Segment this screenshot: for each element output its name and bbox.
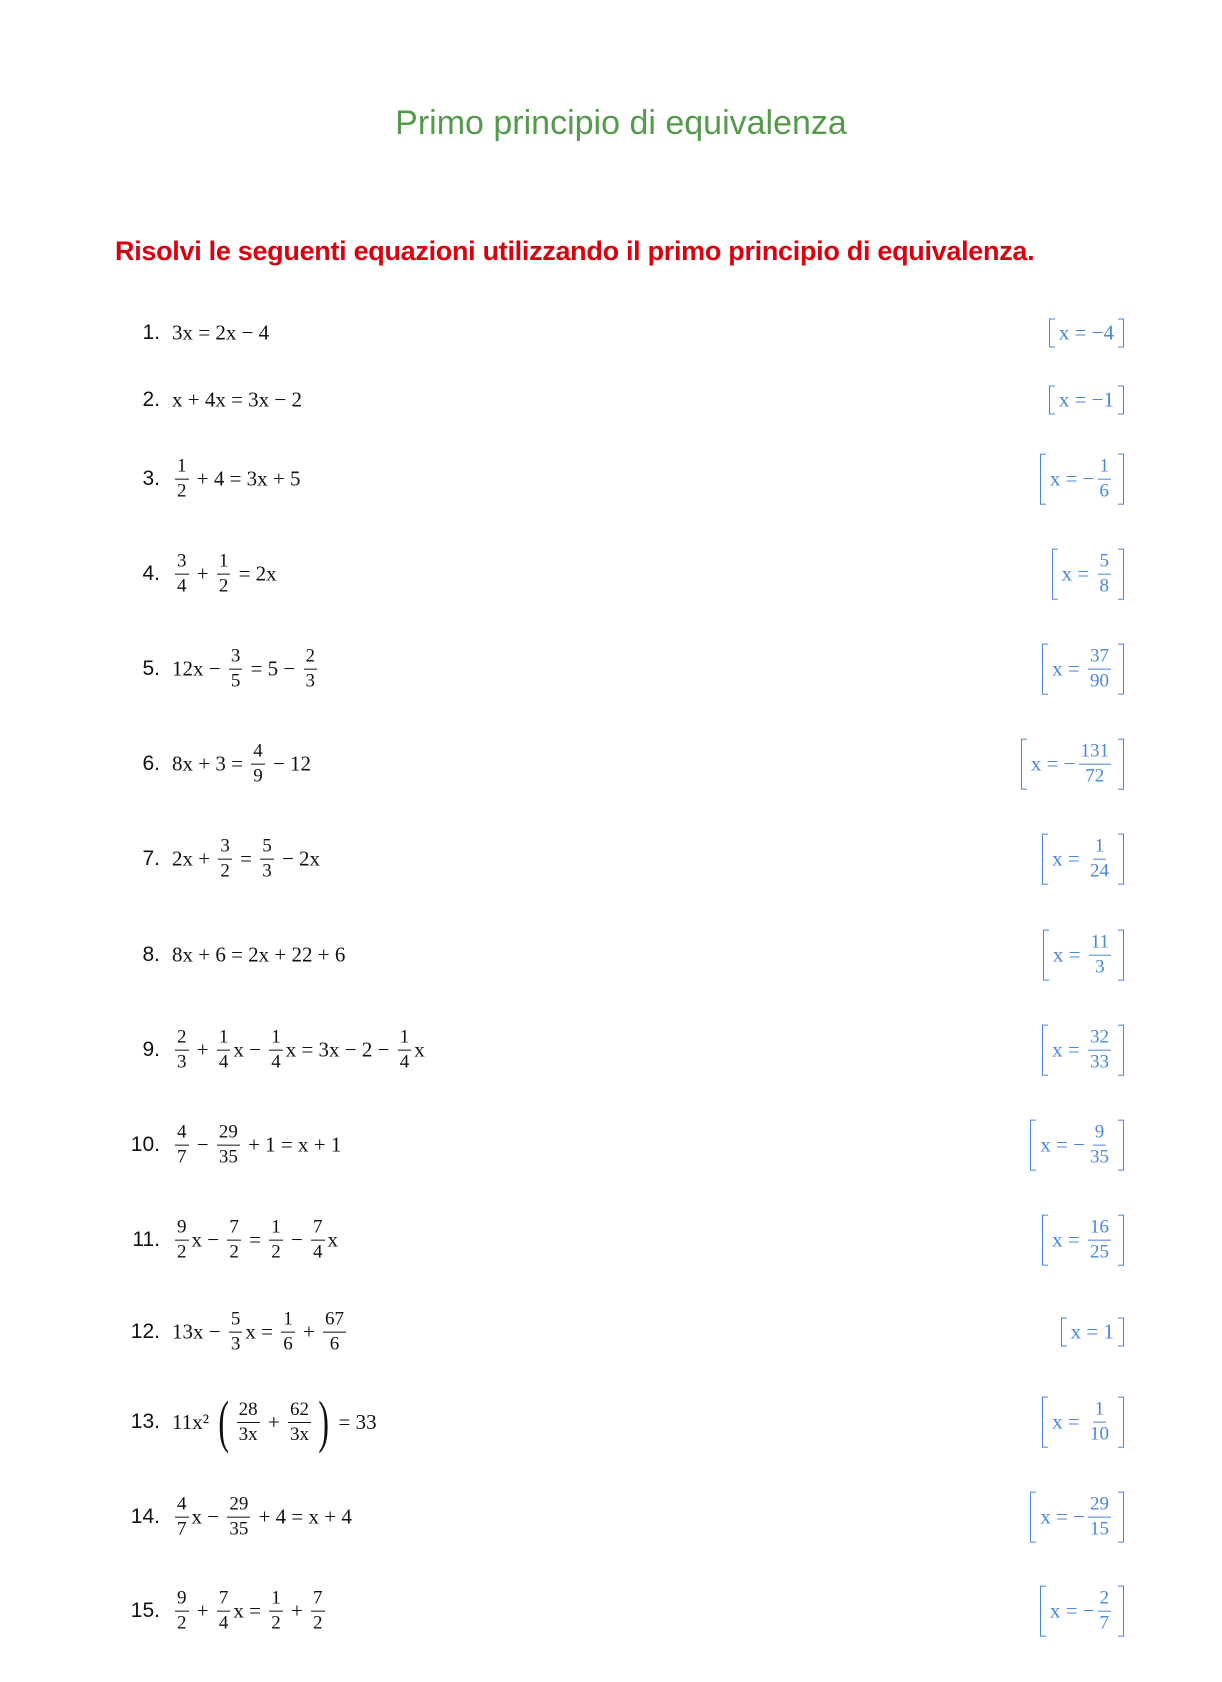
left-bracket xyxy=(1049,319,1055,348)
denominator: 90 xyxy=(1090,670,1109,692)
fraction xyxy=(1088,646,1111,693)
right-paren: ) xyxy=(318,1389,329,1454)
numerator: 37 xyxy=(1088,646,1111,670)
equation xyxy=(172,1217,338,1264)
fraction xyxy=(217,1122,240,1169)
denominator: 2 xyxy=(229,1241,239,1263)
fraction xyxy=(269,1027,283,1074)
numerator: 9 xyxy=(175,1217,189,1241)
fraction xyxy=(269,1217,283,1264)
numerator: 7 xyxy=(217,1588,231,1612)
left-bracket xyxy=(1040,454,1046,505)
left-bracket xyxy=(1052,549,1058,600)
math-text: x = xyxy=(1052,656,1085,681)
math-text: x = xyxy=(233,1598,267,1623)
answer-value xyxy=(1040,1492,1114,1543)
numerator: 4 xyxy=(251,741,265,765)
numerator: 1 xyxy=(1098,456,1112,480)
fraction xyxy=(1098,1588,1112,1635)
math-text: + xyxy=(191,1598,214,1623)
left-bracket xyxy=(1030,1120,1036,1171)
fraction xyxy=(1088,1122,1111,1169)
left-bracket xyxy=(1042,1215,1048,1266)
fraction xyxy=(175,1122,189,1169)
fraction xyxy=(311,1217,325,1264)
denominator: 72 xyxy=(1085,765,1105,787)
denominator: 35 xyxy=(229,1518,249,1540)
math-text: x = xyxy=(1052,1409,1085,1434)
fraction xyxy=(311,1588,325,1635)
answer xyxy=(1030,1120,1124,1171)
math-text: − 12 xyxy=(267,751,312,776)
fraction xyxy=(269,1588,283,1635)
numerator: 1 xyxy=(269,1027,283,1051)
right-bracket xyxy=(1118,1397,1124,1448)
denominator: 4 xyxy=(313,1241,323,1263)
exercise-number: 5. xyxy=(142,657,160,680)
numerator: 1 xyxy=(1093,836,1107,860)
denominator: 33 xyxy=(1090,1051,1109,1073)
denominator: 7 xyxy=(177,1518,187,1540)
numerator: 4 xyxy=(175,1122,189,1146)
numerator: 5 xyxy=(229,1309,243,1333)
fraction xyxy=(260,836,274,883)
fraction xyxy=(217,1027,231,1074)
numerator: 62 xyxy=(288,1399,311,1423)
exercise-number: 13. xyxy=(130,1410,160,1433)
exercise-number: 2. xyxy=(142,388,160,411)
numerator: 32 xyxy=(1088,1027,1111,1051)
fraction xyxy=(175,1217,189,1264)
fraction xyxy=(237,1399,260,1446)
math-text: x = −4 xyxy=(1058,320,1114,345)
equation xyxy=(172,1309,349,1356)
exercise-number: 15. xyxy=(130,1599,160,1622)
fraction xyxy=(323,1309,346,1356)
left-bracket xyxy=(1042,644,1048,695)
math-text: x = − xyxy=(1040,1132,1085,1157)
answer-value xyxy=(1052,1025,1114,1076)
left-bracket xyxy=(1042,1025,1048,1076)
numerator: 1 xyxy=(175,456,189,480)
answer xyxy=(1030,1492,1124,1543)
parenthesized-group xyxy=(214,1389,333,1454)
numerator: 5 xyxy=(260,836,274,860)
denominator: 2 xyxy=(177,480,187,502)
answer-value xyxy=(1062,549,1114,600)
math-text: 11x² xyxy=(172,1409,215,1434)
answer xyxy=(1061,1318,1124,1347)
denominator: 3 xyxy=(305,670,316,692)
fraction xyxy=(175,1494,189,1541)
numerator: 9 xyxy=(175,1588,189,1612)
fraction xyxy=(281,1309,295,1356)
numerator: 3 xyxy=(218,836,232,860)
math-text: 8x + 3 = xyxy=(172,751,249,776)
fraction xyxy=(1079,741,1112,788)
left-bracket xyxy=(1040,1586,1046,1637)
math-text: = 33 xyxy=(333,1409,377,1434)
fraction xyxy=(227,1494,250,1541)
fraction xyxy=(1089,932,1111,979)
left-bracket xyxy=(1042,834,1048,885)
math-text: + xyxy=(262,1409,285,1434)
numerator: 7 xyxy=(311,1588,325,1612)
denominator: 7 xyxy=(1099,1612,1109,1634)
answer-value xyxy=(1050,1586,1114,1637)
right-bracket xyxy=(1118,454,1124,505)
math-text: + xyxy=(191,1037,214,1062)
right-bracket xyxy=(1118,549,1124,600)
math-text: x xyxy=(414,1037,425,1062)
exercise-number: 3. xyxy=(142,467,160,490)
math-text: x = xyxy=(245,1319,279,1344)
exercise-number: 4. xyxy=(142,562,160,585)
numerator: 2 xyxy=(1098,1588,1112,1612)
math-text: + 4 = x + 4 xyxy=(253,1504,352,1529)
denominator: 35 xyxy=(218,1146,238,1168)
math-text: 3x = 2x − 4 xyxy=(172,320,270,345)
numerator: 29 xyxy=(227,1494,250,1518)
fraction xyxy=(1098,456,1112,503)
denominator: 10 xyxy=(1090,1423,1109,1445)
math-text: = 5 − xyxy=(245,656,301,681)
right-bracket xyxy=(1118,834,1124,885)
denominator: 4 xyxy=(271,1051,281,1073)
right-bracket xyxy=(1118,1025,1124,1076)
denominator: 4 xyxy=(177,575,187,597)
math-text: + xyxy=(285,1598,309,1623)
right-bracket xyxy=(1118,386,1124,415)
right-bracket xyxy=(1118,1120,1124,1171)
denominator: 24 xyxy=(1090,860,1109,882)
math-text: + 1 = x + 1 xyxy=(242,1132,342,1157)
math-text: − xyxy=(285,1227,309,1252)
equation xyxy=(172,1588,328,1635)
right-bracket xyxy=(1118,319,1124,348)
denominator: 2 xyxy=(271,1612,281,1634)
math-text: − xyxy=(191,1132,214,1157)
denominator: 3x xyxy=(238,1423,258,1445)
fraction xyxy=(1098,551,1112,598)
denominator: 3x xyxy=(289,1423,309,1445)
answer-value xyxy=(1052,644,1114,695)
answer xyxy=(1021,739,1124,790)
denominator: 6 xyxy=(283,1333,293,1355)
numerator: 1 xyxy=(1093,1399,1107,1423)
numerator: 29 xyxy=(217,1122,240,1146)
fraction xyxy=(251,741,265,788)
answer-value xyxy=(1052,834,1114,885)
fraction xyxy=(229,1309,243,1356)
right-bracket xyxy=(1118,1215,1124,1266)
math-text: − 2x xyxy=(276,846,321,871)
denominator: 2 xyxy=(218,575,229,597)
numerator: 9 xyxy=(1093,1122,1107,1146)
math-text: = 2x xyxy=(233,561,277,586)
denominator: 4 xyxy=(399,1051,410,1073)
fraction xyxy=(1088,1027,1111,1074)
numerator: 7 xyxy=(227,1217,241,1241)
math-text: 2x + xyxy=(172,846,216,871)
answer xyxy=(1042,1397,1124,1448)
numerator: 28 xyxy=(237,1399,260,1423)
denominator: 6 xyxy=(329,1333,340,1355)
exercise-number: 11. xyxy=(132,1228,160,1251)
numerator: 1 xyxy=(281,1309,295,1333)
answer xyxy=(1040,1586,1124,1637)
math-text: x = 3x − 2 − xyxy=(285,1037,395,1062)
exercise-number: 14. xyxy=(130,1505,160,1528)
math-text: x − xyxy=(191,1504,225,1529)
right-bracket xyxy=(1118,930,1124,981)
equation xyxy=(172,741,311,788)
denominator: 35 xyxy=(1090,1146,1109,1168)
answer-value xyxy=(1040,1120,1114,1171)
exercise-number: 8. xyxy=(142,943,160,966)
answer xyxy=(1040,454,1124,505)
equation xyxy=(172,321,269,346)
numerator: 1 xyxy=(269,1217,283,1241)
math-text: x = xyxy=(1052,1227,1085,1252)
math-text: 13x − xyxy=(172,1319,226,1344)
denominator: 3 xyxy=(230,1333,241,1355)
exercise-number: 1. xyxy=(142,321,160,344)
equation xyxy=(172,836,320,883)
denominator: 4 xyxy=(218,1051,229,1073)
fraction xyxy=(175,1027,189,1074)
answer-value xyxy=(1071,1318,1114,1347)
fraction xyxy=(227,1217,241,1264)
right-bracket xyxy=(1118,739,1124,790)
answer-value xyxy=(1053,930,1114,981)
numerator: 11 xyxy=(1089,932,1111,956)
math-text: x = xyxy=(1052,846,1085,871)
denominator: 3 xyxy=(1095,956,1105,978)
equation xyxy=(172,1389,377,1454)
numerator: 29 xyxy=(1088,1494,1111,1518)
math-text: = xyxy=(243,1227,267,1252)
answer-value xyxy=(1052,1215,1114,1266)
answer-value xyxy=(1050,454,1114,505)
math-text: = xyxy=(234,846,258,871)
answer-value xyxy=(1059,319,1114,348)
fraction xyxy=(288,1399,311,1446)
answer xyxy=(1042,644,1124,695)
math-text: x = −1 xyxy=(1058,387,1114,412)
fraction xyxy=(175,551,189,598)
fraction xyxy=(1088,1494,1111,1541)
numerator: 7 xyxy=(311,1217,325,1241)
denominator: 2 xyxy=(177,1241,187,1263)
math-text: + xyxy=(297,1319,321,1344)
fraction xyxy=(218,836,232,883)
numerator: 2 xyxy=(175,1027,189,1051)
answer-value xyxy=(1031,739,1114,790)
numerator: 1 xyxy=(217,551,231,575)
fraction xyxy=(304,646,318,693)
fraction xyxy=(217,1588,231,1635)
fraction xyxy=(1088,836,1111,883)
answer xyxy=(1052,549,1124,600)
equation xyxy=(172,388,302,413)
math-text: x = − xyxy=(1040,1504,1085,1529)
math-text: x + 4x = 3x − 2 xyxy=(172,387,303,412)
math-text: x = − xyxy=(1049,466,1095,491)
math-text: x xyxy=(327,1227,339,1252)
answer xyxy=(1042,1025,1124,1076)
left-bracket xyxy=(1042,1397,1048,1448)
math-text: x = 1 xyxy=(1070,1319,1114,1344)
numerator: 1 xyxy=(217,1027,231,1051)
exercise-number: 9. xyxy=(142,1038,160,1061)
equation xyxy=(172,456,301,503)
denominator: 8 xyxy=(1099,575,1109,597)
exercise-number: 7. xyxy=(142,847,160,870)
math-text: + 4 = 3x + 5 xyxy=(191,466,301,491)
denominator: 2 xyxy=(271,1241,281,1263)
answer-value xyxy=(1052,1397,1114,1448)
left-bracket xyxy=(1021,739,1027,790)
answer xyxy=(1049,386,1124,415)
answer xyxy=(1042,1215,1124,1266)
fraction xyxy=(1088,1217,1111,1264)
math-text: x = − xyxy=(1049,1598,1095,1623)
math-text: x = − xyxy=(1030,751,1076,776)
fraction xyxy=(217,551,231,598)
left-bracket xyxy=(1043,930,1049,981)
fraction xyxy=(175,456,189,503)
numerator: 67 xyxy=(323,1309,346,1333)
denominator: 2 xyxy=(313,1612,323,1634)
denominator: 5 xyxy=(230,670,241,692)
denominator: 4 xyxy=(218,1612,229,1634)
numerator: 3 xyxy=(229,646,243,670)
math-text: x = xyxy=(1052,1037,1085,1062)
denominator: 3 xyxy=(262,860,272,882)
numerator: 4 xyxy=(175,1494,189,1518)
math-text: 8x + 6 = 2x + 22 + 6 xyxy=(172,942,346,967)
right-bracket xyxy=(1118,1318,1124,1347)
equation xyxy=(172,646,320,693)
denominator: 9 xyxy=(253,765,263,787)
denominator: 2 xyxy=(220,860,230,882)
answer xyxy=(1043,930,1124,981)
right-bracket xyxy=(1118,644,1124,695)
equation xyxy=(172,551,277,598)
exercise-number: 12. xyxy=(130,1320,160,1343)
numerator: 1 xyxy=(269,1588,283,1612)
numerator: 1 xyxy=(398,1027,412,1051)
exercise-number: 10. xyxy=(130,1133,160,1156)
left-bracket xyxy=(1061,1318,1067,1347)
fraction xyxy=(1088,1399,1111,1446)
answer xyxy=(1042,834,1124,885)
denominator: 6 xyxy=(1099,480,1109,502)
denominator: 3 xyxy=(177,1051,187,1073)
right-bracket xyxy=(1118,1492,1124,1543)
right-bracket xyxy=(1118,1586,1124,1637)
fraction xyxy=(398,1027,412,1074)
numerator: 5 xyxy=(1098,551,1112,575)
fraction xyxy=(175,1588,189,1635)
fraction xyxy=(229,646,243,693)
denominator: 2 xyxy=(177,1612,187,1634)
numerator: 131 xyxy=(1079,741,1112,765)
page-title: Primo principio di equivalenza xyxy=(395,104,847,142)
equation xyxy=(172,943,345,968)
numerator: 2 xyxy=(304,646,318,670)
denominator: 15 xyxy=(1090,1518,1109,1540)
math-text: x = xyxy=(1052,942,1086,967)
instruction-heading: Risolvi le seguenti equazioni utilizzando il primo principio di equivalenza. xyxy=(115,236,1035,266)
math-text: x − xyxy=(191,1227,225,1252)
numerator: 16 xyxy=(1088,1217,1111,1241)
math-text: x = xyxy=(1061,561,1095,586)
left-paren: ( xyxy=(218,1389,230,1454)
answer-value xyxy=(1059,386,1114,415)
answer xyxy=(1049,319,1124,348)
denominator: 7 xyxy=(177,1146,187,1168)
math-text: 12x − xyxy=(172,656,226,681)
exercise-number: 6. xyxy=(142,752,160,775)
equation xyxy=(172,1027,425,1074)
left-bracket xyxy=(1030,1492,1036,1543)
denominator: 25 xyxy=(1090,1241,1109,1263)
equation xyxy=(172,1494,352,1541)
math-text: + xyxy=(191,561,214,586)
math-text: x − xyxy=(233,1037,267,1062)
equation xyxy=(172,1122,341,1169)
numerator: 3 xyxy=(175,551,189,575)
left-bracket xyxy=(1049,386,1055,415)
